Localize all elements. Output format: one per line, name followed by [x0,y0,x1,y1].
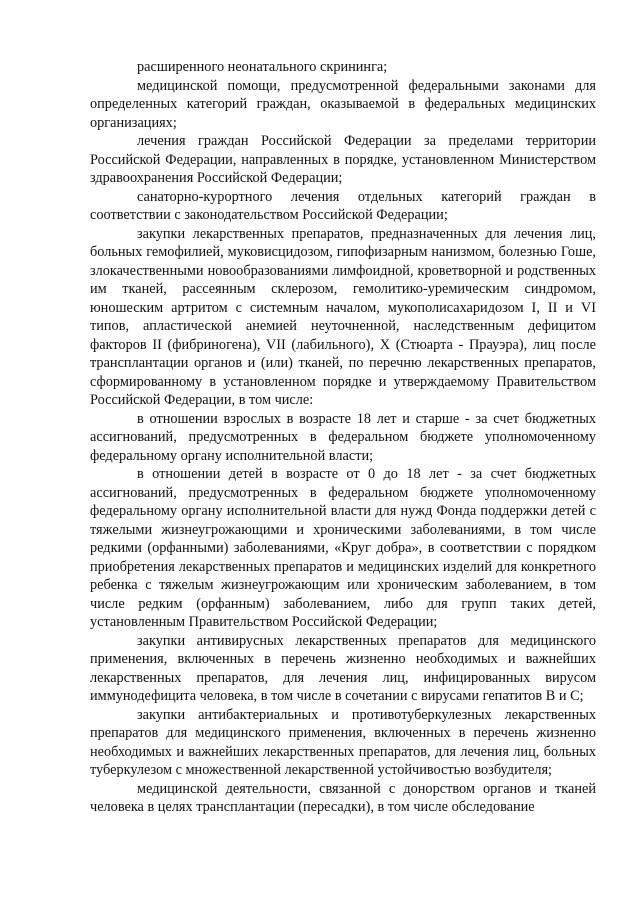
paragraph-drug-procurement: закупки лекарственных препаратов, предназначенных для лечения лиц, больных гемофилией, муковисцидозом, гипофизарным нанизмом, болезнью Гоше, злокачественными новообразованиями лимфоидной, кроветворной и родственных им тканей, рассеянным склерозом, гемолитико-уремическим синдромом, юношеским артритом с системным началом, мукополисахаридозом I, II и VI типов, апластической анемией неуточненной, наследственным дефицитом факторов II (фибриногена), VII (лабильного), X (Стюарта - Прауэра), лиц после трансплантации органов и (или) тканей, по перечню лекарственных препаратов, сформированному в установленном порядке и утверждаемому Правительством Российской Федерации, в том числе: [90,225,596,408]
paragraph-adults-funding: в отношении взрослых в возрасте 18 лет и старше - за счет бюджетных ассигнований, предусмотренных в федеральном бюджете уполномоченному федеральному органу исполнительной власти; [90,410,596,464]
document-page [90,58,596,817]
paragraph-antibacterial-procurement: закупки антибактериальных и противотуберкулезных лекарственных препаратов для медицинского применения, включенных в перечень жизненно необходимых и важнейших лекарственных препаратов, для лечения лиц, больных туберкулезом с множественной лекарственной устойчивостью возбудителя; [90,706,596,778]
paragraph-children-funding: в отношении детей в возрасте от 0 до 18 лет - за счет бюджетных ассигнований, предусмотренных в федеральном бюджете уполномоченному федеральному органу исполнительной власти для нужд Фонда поддержки детей с тяжелыми жизнеугрожающими и хроническими заболеваниями, в том числе редкими (орфанными) заболеваниями, «Круг добра», в соответствии с порядком приобретения лекарственных препаратов и медицинских изделий для конкретного ребенка с тяжелым жизнеугрожающим или хроническим заболеванием, в том числе редким (орфанным) заболеванием, либо для групп таких детей, установленным Правительством Российской Федерации; [90,466,596,630]
paragraph-antiviral-procurement: закупки антивирусных лекарственных препаратов для медицинского применения, включенных в перечень жизненно необходимых и важнейших лекарственных препаратов, для лечения лиц, инфицированных вирусом иммунодефицита человека, в том числе в сочетании с вирусами гепатитов B и C; [90,632,596,704]
paragraph-federal-laws-care: медицинской помощи, предусмотренной федеральными законами для определенных категорий граждан, оказываемой в федеральных медицинских организациях; [90,77,596,131]
paragraph-treatment-abroad: лечения граждан Российской Федерации за пределами территории Российской Федерации, направленных в порядке, установленном Министерством здравоохранения Российской Федерации; [90,133,596,186]
paragraph-sanatorium-treatment: санаторно-курортного лечения отдельных категорий граждан в соответствии с законодательством Российской Федерации; [90,188,596,223]
paragraph-organ-donation: медицинской деятельности, связанной с донорством органов и тканей человека в целях трансплантации (пересадки), в том числе обследование [90,780,596,815]
paragraph-neonatal-screening: расширенного неонатального скрининга; [137,59,388,75]
